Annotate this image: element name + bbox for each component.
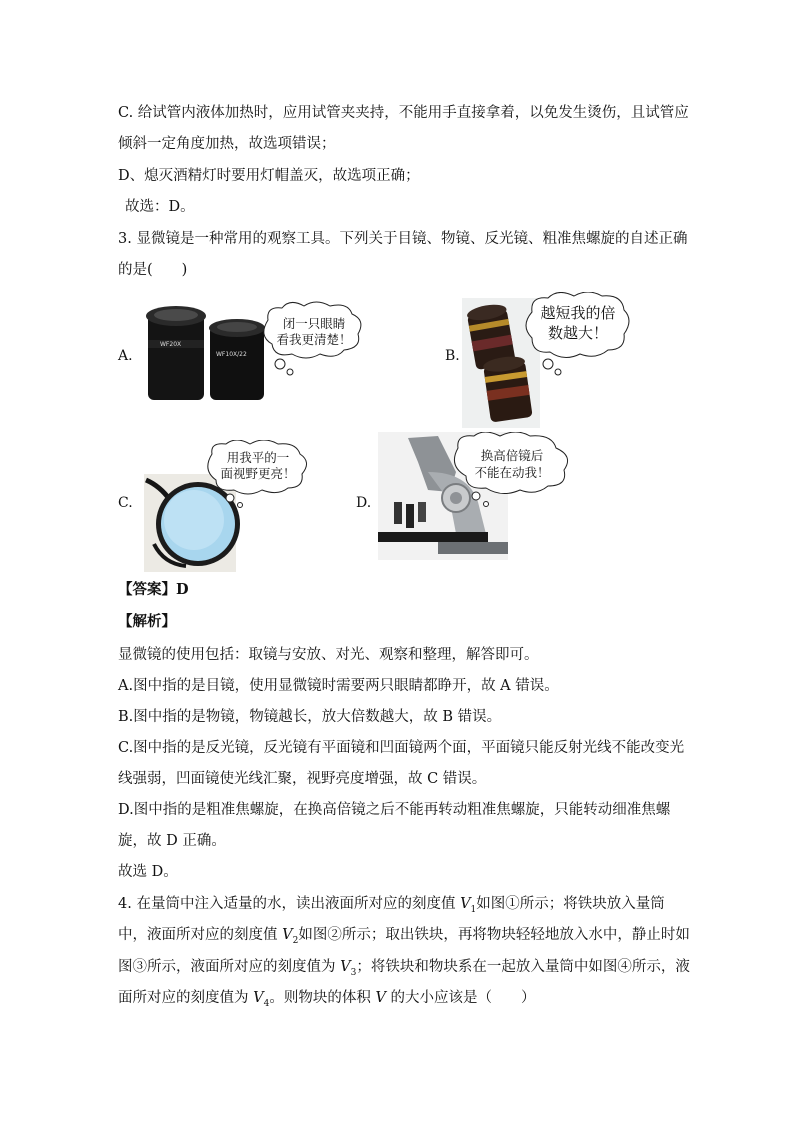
q4-stem-line1: 4. 在量筒中注入适量的水，读出液面所对应的刻度值 $V_1$如图①所示；将铁块放入量筒 xyxy=(118,896,665,915)
q3-analysis-title: 【解析】 xyxy=(118,613,176,630)
mirror-image xyxy=(140,440,326,574)
analysis-line: B.图中指的是物镜，物镜越长，放大倍数越大，故 B 错误。 xyxy=(118,709,502,725)
svg-text:看我更清楚！: 看我更清楚！ xyxy=(276,332,352,347)
analysis-line: C.图中指的是反光镜，反光镜有平面镜和凹面镜两个面，平面镜只能反射光线不能改变光 xyxy=(118,740,685,756)
svg-text:数越大！: 数越大！ xyxy=(547,324,609,342)
q2-option-c-line2: 倾斜一定角度加热，故选项错误； xyxy=(118,136,336,152)
svg-text:不能在动我！: 不能在动我！ xyxy=(474,465,550,480)
analysis-line: A.图中指的是目镜，使用显微镜时需要两只眼睛都睁开，故 A 错误。 xyxy=(118,678,559,694)
svg-text:WF10X/22: WF10X/22 xyxy=(216,351,247,358)
q3-stem-line1: 3. 显微镜是一种常用的观察工具。下列关于目镜、物镜、反光镜、粗准焦螺旋的自述正确 xyxy=(118,231,688,247)
svg-text:闭一只眼睛: 闭一只眼睛 xyxy=(282,316,346,331)
q2-option-c-line1: C. 给试管内液体加热时，应用试管夹夹持，不能用手直接拿着，以免发生烫伤，且试管应 xyxy=(118,105,689,121)
option-d-label: D. xyxy=(356,495,372,511)
option-d-figure xyxy=(378,432,588,560)
option-a-thought-bubble xyxy=(264,302,361,375)
svg-text:WF20X: WF20X xyxy=(160,341,182,348)
q3-answer: 【答案】D xyxy=(118,581,189,598)
analysis-line: 显微镜的使用包括：取镜与安放、对光、观察和整理，解答即可。 xyxy=(118,647,539,663)
svg-text:面视野更亮！: 面视野更亮！ xyxy=(220,466,296,481)
svg-text:越短我的倍: 越短我的倍 xyxy=(540,304,616,322)
option-b-label: B. xyxy=(445,348,460,364)
analysis-line: 故选 D。 xyxy=(118,864,178,880)
q2-option-d: D、熄灭酒精灯时要用灯帽盖灭，故选项正确； xyxy=(118,168,420,184)
q3-stem-line2: 的是( ) xyxy=(118,262,188,278)
analysis-line: 线强弱，凹面镜使光线汇聚，视野亮度增强，故 C 错误。 xyxy=(118,771,487,787)
option-a-figure xyxy=(140,300,380,410)
q4-stem-line2: 中，液面所对应的刻度值 $V_2$如图②所示；取出铁块，再将物块轻轻地放入水中，静止时如 xyxy=(118,927,690,946)
svg-text:用我平的一: 用我平的一 xyxy=(226,450,290,465)
svg-text:换高倍镜后: 换高倍镜后 xyxy=(480,448,544,463)
microscope-image xyxy=(378,432,588,560)
analysis-line: 旋，故 D 正确。 xyxy=(118,833,226,849)
eyepieces-image xyxy=(140,300,380,410)
q2-choice: 故选：D。 xyxy=(125,199,195,215)
option-a-label: A. xyxy=(118,348,133,364)
q4-stem-line4: 面所对应的刻度值为 $V_4$。则物块的体积 V 的大小应该是（ ） xyxy=(118,990,536,1009)
option-b-figure xyxy=(462,292,632,428)
objectives-image xyxy=(462,292,632,428)
option-c-label: C. xyxy=(118,495,133,511)
analysis-line: D.图中指的是粗准焦螺旋，在换高倍镜之后不能再转动粗准焦螺旋，只能转动细准焦螺 xyxy=(118,802,671,818)
q4-stem-line3: 图③所示，液面所对应的刻度值为 $V_3$；将铁块和物块系在一起放入量筒中如图④所示，液 xyxy=(118,959,690,978)
option-c-figure xyxy=(140,440,326,574)
option-b-thought-bubble xyxy=(526,292,629,375)
